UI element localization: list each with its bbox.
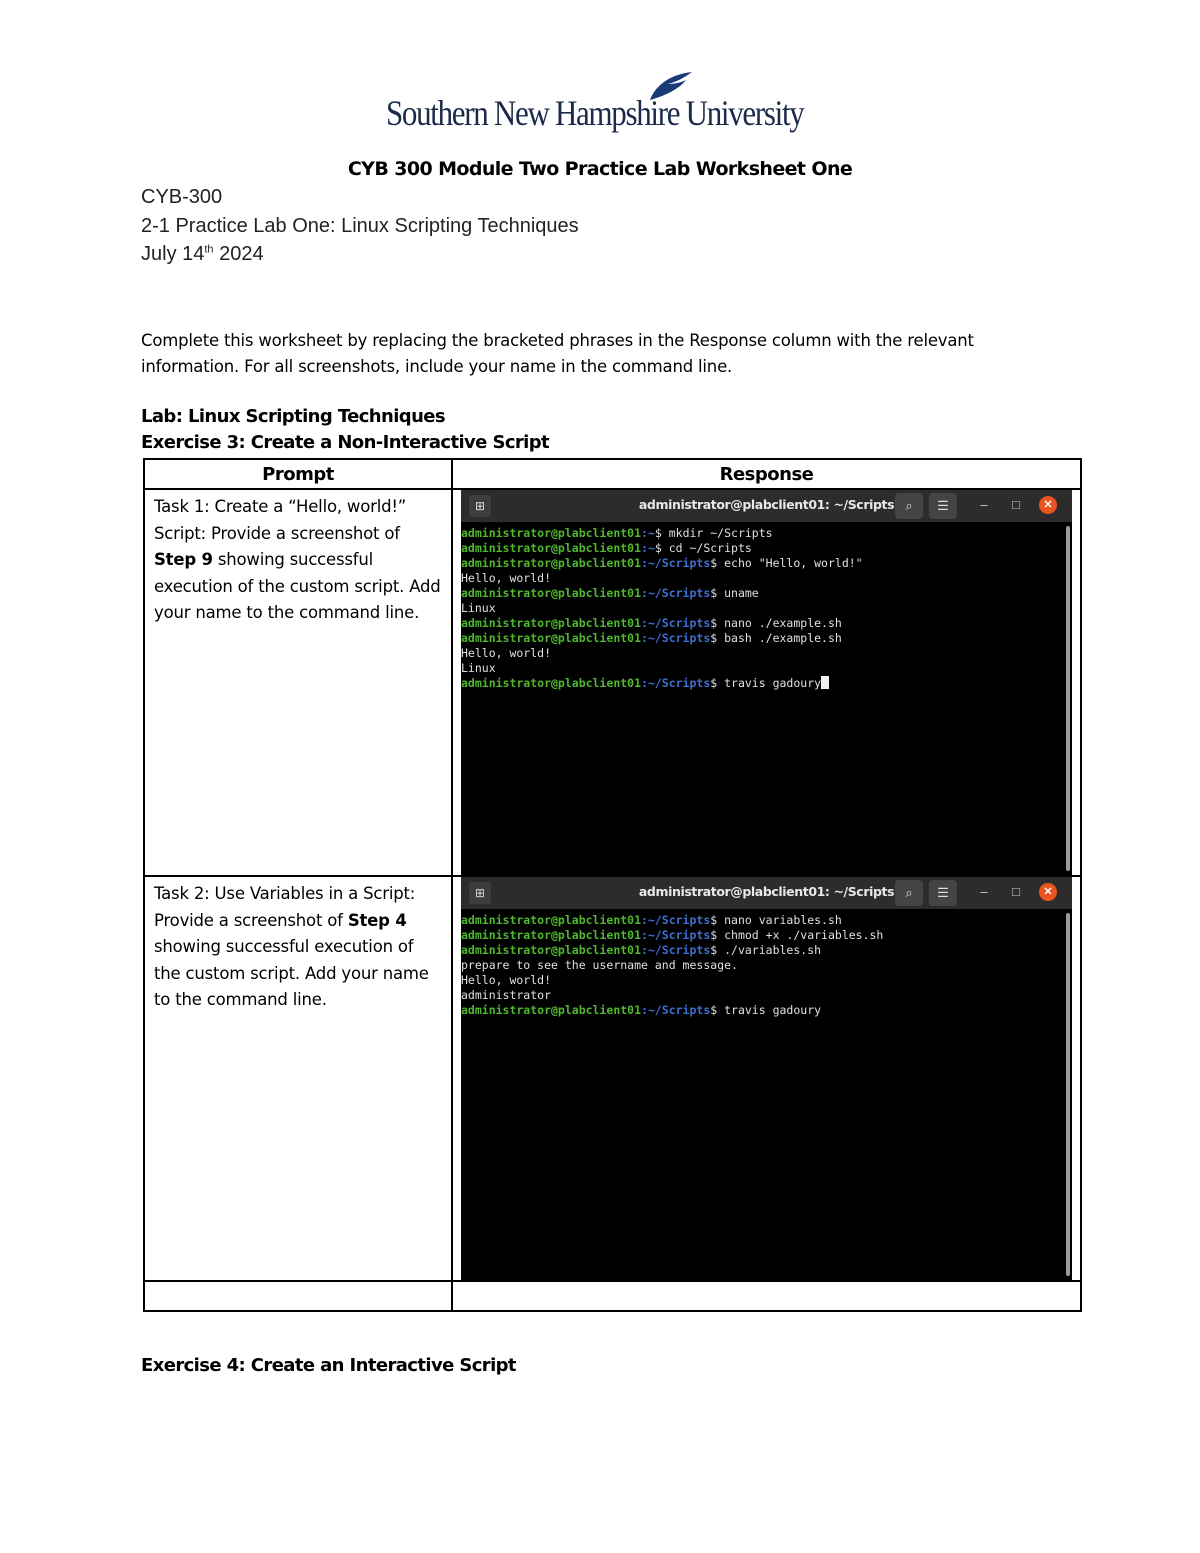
task1-prompt-text-a: Task 1: Create a “Hello, world!” Script: Provide a screenshot of (154, 497, 407, 543)
prompt-user: administrator@plabclient01 (461, 928, 642, 942)
terminal-line (461, 676, 1072, 691)
terminal-line (461, 1003, 1072, 1018)
terminal-titlebar (461, 490, 1072, 522)
prompt-path: :~/Scripts (641, 631, 711, 645)
scrollbar[interactable] (1066, 913, 1070, 1276)
output-line: prepare to see the username and message. (461, 958, 738, 972)
terminal-line (461, 943, 1072, 958)
terminal-title: administrator@plabclient01: ~/Scripts (638, 884, 895, 899)
logo-text: Southern New Hampshire University (386, 93, 804, 133)
prompt-path: :~/Scripts (641, 586, 711, 600)
lab-heading: Lab: Linux Scripting Techniques (141, 406, 446, 427)
new-tab-icon[interactable]: ⊞ (469, 495, 491, 517)
task1-prompt-text-b: showing successful execution of the custom script. Add your name to the command line. (154, 550, 441, 622)
lab-name: 2-1 Practice Lab One: Linux Scripting Techniques (141, 215, 579, 237)
menu-icon[interactable]: ☰ (929, 880, 957, 906)
submission-date (141, 243, 264, 266)
task2-prompt-text-a: Task 2: Use Variables in a Script: Provide a screenshot of (154, 884, 416, 930)
prompt-user: administrator@plabclient01 (461, 616, 642, 630)
course-code: CYB-300 (141, 186, 223, 208)
empty-response-cell (452, 1281, 1081, 1311)
terminal-title: administrator@plabclient01: ~/Scripts (638, 497, 895, 512)
date-suffix: 2024 (213, 243, 264, 265)
empty-prompt-cell (144, 1281, 452, 1311)
task2-prompt-text-b: showing successful execution of the custom script. Add your name to the command line. (154, 937, 429, 1009)
prompt-user: administrator@plabclient01 (461, 1003, 642, 1017)
terminal-line (461, 913, 1072, 928)
text-cursor (821, 676, 829, 689)
command-text: $ ./variables.sh (710, 943, 822, 957)
scrollbar[interactable] (1066, 526, 1070, 871)
prompt-path: :~/Scripts (641, 556, 711, 570)
command-text: $ nano variables.sh (710, 913, 842, 927)
terminal-titlebar (461, 877, 1072, 909)
command-text: $ uname (710, 586, 759, 600)
date-prefix: July 14 (141, 243, 205, 265)
output-line: administrator (461, 988, 552, 1002)
terminal-line (461, 526, 1072, 541)
command-text: $ mkdir ~/Scripts (654, 526, 773, 540)
task2-prompt (144, 876, 452, 1281)
prompt-path: :~/Scripts (641, 913, 711, 927)
prompt-header: Prompt (144, 459, 452, 489)
prompt-user: administrator@plabclient01 (461, 526, 642, 540)
prompt-user: administrator@plabclient01 (461, 586, 642, 600)
minimize-icon[interactable]: – (980, 497, 988, 512)
worksheet-table (143, 458, 1082, 1312)
prompt-path: :~/Scripts (641, 1003, 711, 1017)
task1-prompt (144, 489, 452, 876)
prompt-path: :~/Scripts (641, 676, 711, 690)
command-text: $ travis gadoury (710, 1003, 822, 1017)
output-line: Hello, world! (461, 571, 552, 585)
prompt-path: :~ (641, 541, 655, 555)
new-tab-icon[interactable]: ⊞ (469, 882, 491, 904)
prompt-user: administrator@plabclient01 (461, 631, 642, 645)
prompt-user: administrator@plabclient01 (461, 913, 642, 927)
output-line: Hello, world! (461, 646, 552, 660)
output-line: Linux (461, 601, 496, 615)
output-line: Linux (461, 661, 496, 675)
prompt-user: administrator@plabclient01 (461, 556, 642, 570)
date-superscript: th (204, 243, 214, 256)
prompt-path: :~/Scripts (641, 928, 711, 942)
task2-response (452, 876, 1081, 1281)
menu-icon[interactable]: ☰ (929, 493, 957, 519)
minimize-icon[interactable]: – (980, 884, 988, 899)
command-text: $ bash ./example.sh (710, 631, 842, 645)
terminal-window-1 (461, 490, 1072, 875)
prompt-user: administrator@plabclient01 (461, 943, 642, 957)
prompt-user: administrator@plabclient01 (461, 676, 642, 690)
prompt-path: :~/Scripts (641, 943, 711, 957)
response-header: Response (452, 459, 1081, 489)
terminal-line (461, 928, 1072, 943)
command-text: $ echo "Hello, world!" (710, 556, 863, 570)
maximize-icon[interactable]: □ (1012, 497, 1020, 512)
task2-step: Step 4 (347, 910, 407, 930)
terminal-line (461, 586, 1072, 601)
task1-response (452, 489, 1081, 876)
close-icon[interactable]: ✕ (1039, 496, 1057, 514)
terminal-line (461, 631, 1072, 646)
exercise4-heading: Exercise 4: Create an Interactive Script (141, 1355, 516, 1376)
instructions: Complete this worksheet by replacing the bracketed phrases in the Response column with the relevant information. For all screenshots, include your name in the command line. (141, 331, 974, 376)
prompt-path: :~/Scripts (641, 616, 711, 630)
command-text: $ chmod +x ./variables.sh (710, 928, 884, 942)
terminal-output (461, 909, 1072, 1018)
exercise3-heading: Exercise 3: Create a Non-Interactive Script (141, 432, 550, 453)
prompt-path: :~ (641, 526, 655, 540)
prompt-user: administrator@plabclient01 (461, 541, 642, 555)
maximize-icon[interactable]: □ (1012, 884, 1020, 899)
search-icon[interactable]: ⌕ (895, 493, 923, 519)
terminal-window-2 (461, 877, 1072, 1280)
output-line: Hello, world! (461, 973, 552, 987)
search-icon[interactable]: ⌕ (895, 880, 923, 906)
command-text: $ nano ./example.sh (710, 616, 842, 630)
terminal-output (461, 522, 1072, 691)
terminal-line (461, 616, 1072, 631)
terminal-line (461, 541, 1072, 556)
close-icon[interactable]: ✕ (1039, 883, 1057, 901)
terminal-line (461, 556, 1072, 571)
command-text: $ cd ~/Scripts (654, 541, 752, 555)
document-title: CYB 300 Module Two Practice Lab Worksheet One (347, 158, 853, 180)
command-text: $ travis gadoury (710, 676, 822, 690)
task1-step: Step 9 (154, 550, 213, 569)
university-logo (386, 70, 816, 138)
